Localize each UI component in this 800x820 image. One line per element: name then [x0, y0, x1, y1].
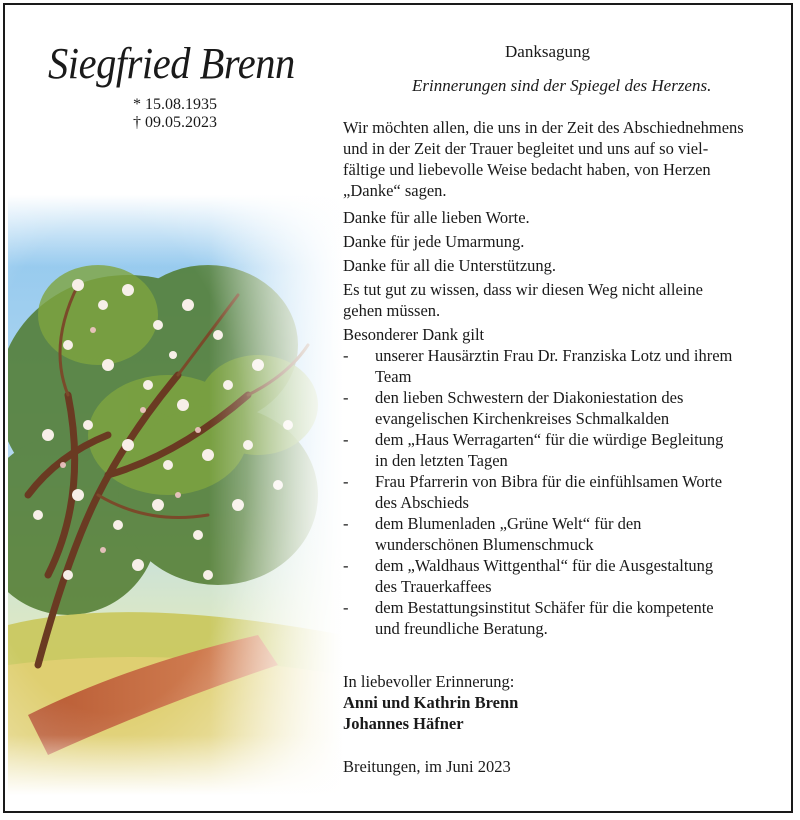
- intro-line: und in der Zeit der Trauer begleitet und uns auf so viel-: [343, 139, 709, 158]
- intro-line: „Danke“ sagen.: [343, 181, 447, 200]
- notice-heading: Danksagung: [505, 42, 590, 61]
- closing-line: Es tut gut zu wissen, dass wir diesen Weg nicht alleine: [343, 280, 703, 299]
- family-name: Anni und Kathrin Brenn: [343, 693, 519, 712]
- notice-body: [343, 117, 763, 777]
- dash-bullet: -: [343, 472, 349, 491]
- special-heading: Besonderer Dank gilt: [343, 325, 485, 344]
- intro-line: fältige und liebevolle Weise bedacht haben, von Herzen: [343, 160, 711, 179]
- intro-line: Wir möchten allen, die uns in der Zeit des Abschiednehmens: [343, 118, 744, 137]
- dash-bullet: -: [343, 346, 349, 365]
- memory-label: In liebevoller Erinnerung:: [343, 672, 515, 691]
- list-item: - dem „Waldhaus Wittgenthal“ für die Ausgestaltung des Trauerkaffees: [343, 556, 714, 596]
- death-date: † 09.05.2023: [133, 114, 217, 131]
- closing-line: gehen müssen.: [343, 301, 441, 320]
- place-date: Breitungen, im Juni 2023: [343, 757, 511, 776]
- dash-bullet: -: [343, 598, 349, 617]
- birth-date: * 15.08.1935: [133, 96, 217, 113]
- list-item: - dem Blumenladen „Grüne Welt“ für den wunderschönen Blumenschmuck: [343, 514, 642, 554]
- thanks-line: Danke für all die Unterstützung.: [343, 256, 557, 275]
- dash-bullet: -: [343, 388, 349, 407]
- list-item: - den lieben Schwestern der Diakoniestation des evangelischen Kirchenkreises Schmalkalden: [343, 388, 684, 428]
- dash-bullet: -: [343, 514, 349, 533]
- thanks-line: Danke für jede Umarmung.: [343, 232, 525, 251]
- dash-bullet: -: [343, 430, 349, 449]
- quote-line: Erinnerungen sind der Spiegel des Herzens.: [412, 76, 712, 95]
- list-item: - Frau Pfarrerin von Bibra für die einfühlsamen Worte des Abschieds: [343, 472, 723, 512]
- deceased-name: Siegfried Brenn: [48, 39, 295, 88]
- life-dates: [133, 96, 217, 132]
- list-item: - unserer Hausärztin Frau Dr. Franziska Lotz und ihrem Team: [343, 346, 733, 386]
- dash-bullet: -: [343, 556, 349, 575]
- family-name: Johannes Häfner: [343, 714, 464, 733]
- list-item: - dem „Haus Werragarten“ für die würdige Begleitung in den letzten Tagen: [343, 430, 724, 470]
- blossom-tree-photo: [8, 195, 343, 795]
- thanks-line: Danke für alle lieben Worte.: [343, 208, 530, 227]
- list-item: - dem Bestattungsinstitut Schäfer für die kompetente und freundliche Beratung.: [343, 598, 714, 638]
- special-thanks-list: [343, 345, 763, 639]
